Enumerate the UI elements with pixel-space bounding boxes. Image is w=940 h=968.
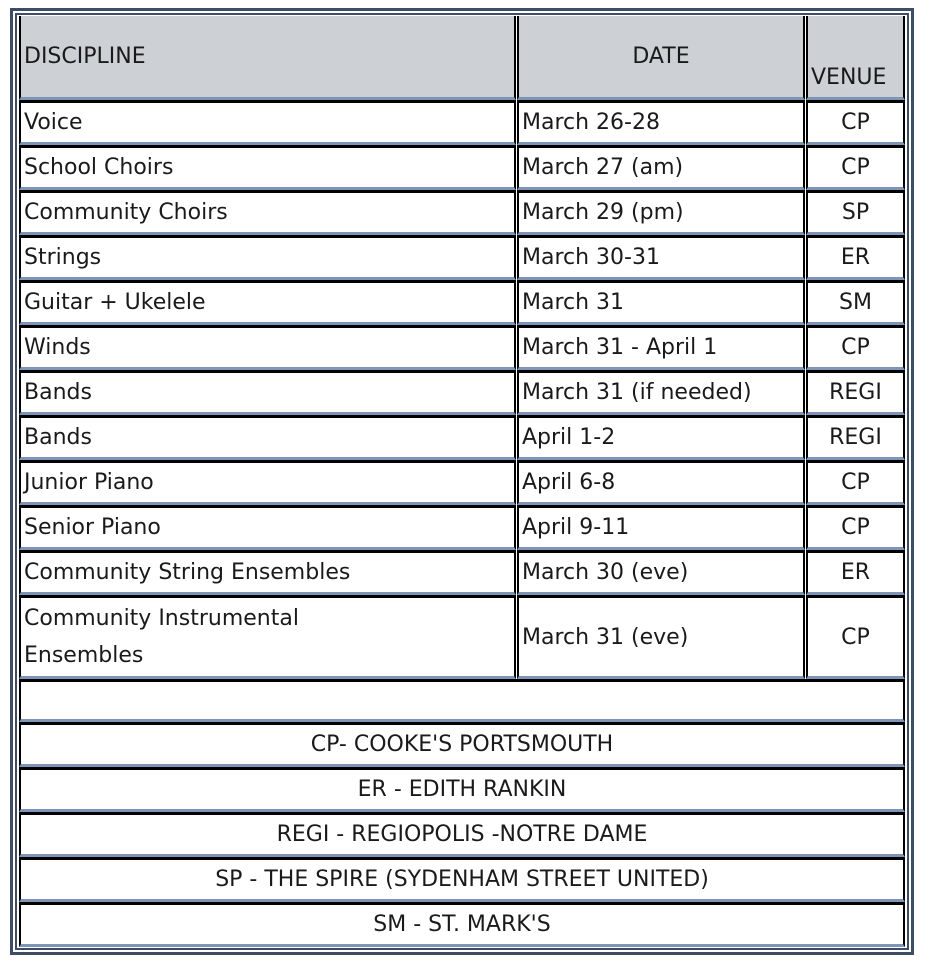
discipline-cell: Bands (19, 370, 516, 415)
legend-regi: REGI - REGIOPOLIS -NOTRE DAME (19, 812, 905, 857)
legend-sp: SP - THE SPIRE (SYDENHAM STREET UNITED) (19, 857, 905, 902)
venue-cell: CP (806, 505, 905, 550)
venue-cell: CP (806, 595, 905, 679)
discipline-cell: Strings (19, 235, 516, 280)
column-header-date: DATE (517, 16, 805, 100)
spacer-cell (19, 679, 905, 722)
table-row (19, 595, 905, 679)
venue-cell: SP (806, 190, 905, 235)
legend-er: ER - EDITH RANKIN (19, 767, 905, 812)
date-cell: March 30-31 (517, 235, 805, 280)
table-inner-frame (15, 13, 909, 950)
venue-cell: CP (806, 325, 905, 370)
discipline-cell: Winds (19, 325, 516, 370)
venue-cell: CP (806, 145, 905, 190)
table-row (19, 505, 905, 550)
table-row (19, 415, 905, 460)
table-row (19, 235, 905, 280)
discipline-cell (19, 595, 516, 679)
date-cell: April 9-11 (517, 505, 805, 550)
discipline-cell: Voice (19, 100, 516, 145)
table-row (19, 100, 905, 145)
venue-cell: SM (806, 280, 905, 325)
column-header-discipline: DISCIPLINE (19, 16, 516, 100)
discipline-label: Community Instrumental Ensembles (24, 606, 299, 668)
venue-cell: CP (806, 460, 905, 505)
date-cell: April 6-8 (517, 460, 805, 505)
table-row (19, 325, 905, 370)
table-row (19, 550, 905, 595)
date-cell: March 30 (eve) (517, 550, 805, 595)
date-cell: March 26-28 (517, 100, 805, 145)
legend-row (19, 857, 905, 902)
discipline-cell: Community Choirs (19, 190, 516, 235)
discipline-cell: School Choirs (19, 145, 516, 190)
legend-row (19, 722, 905, 767)
date-cell: March 31 (eve) (517, 595, 805, 679)
discipline-cell: Bands (19, 415, 516, 460)
legend-row (19, 812, 905, 857)
legend-cp: CP- COOKE'S PORTSMOUTH (19, 722, 905, 767)
table-row (19, 145, 905, 190)
venue-cell: REGI (806, 415, 905, 460)
table-row (19, 280, 905, 325)
venue-cell: REGI (806, 370, 905, 415)
table-row (19, 460, 905, 505)
date-cell: March 31 - April 1 (517, 325, 805, 370)
festival-schedule-table (18, 16, 906, 947)
legend-row (19, 767, 905, 812)
discipline-cell: Junior Piano (19, 460, 516, 505)
venue-cell: ER (806, 550, 905, 595)
venue-cell: ER (806, 235, 905, 280)
spacer-row (19, 679, 905, 722)
table-row (19, 190, 905, 235)
legend-row (19, 902, 905, 947)
date-cell: March 31 (if needed) (517, 370, 805, 415)
venue-cell: CP (806, 100, 905, 145)
date-cell: March 29 (pm) (517, 190, 805, 235)
date-cell: April 1-2 (517, 415, 805, 460)
discipline-cell: Guitar + Ukelele (19, 280, 516, 325)
table-outer-frame (10, 8, 914, 955)
header-row (19, 16, 905, 100)
date-cell: March 27 (am) (517, 145, 805, 190)
date-cell: March 31 (517, 280, 805, 325)
column-header-venue: VENUE (806, 16, 905, 100)
discipline-cell: Community String Ensembles (19, 550, 516, 595)
legend-sm: SM - ST. MARK'S (19, 902, 905, 947)
table-row (19, 370, 905, 415)
discipline-cell: Senior Piano (19, 505, 516, 550)
